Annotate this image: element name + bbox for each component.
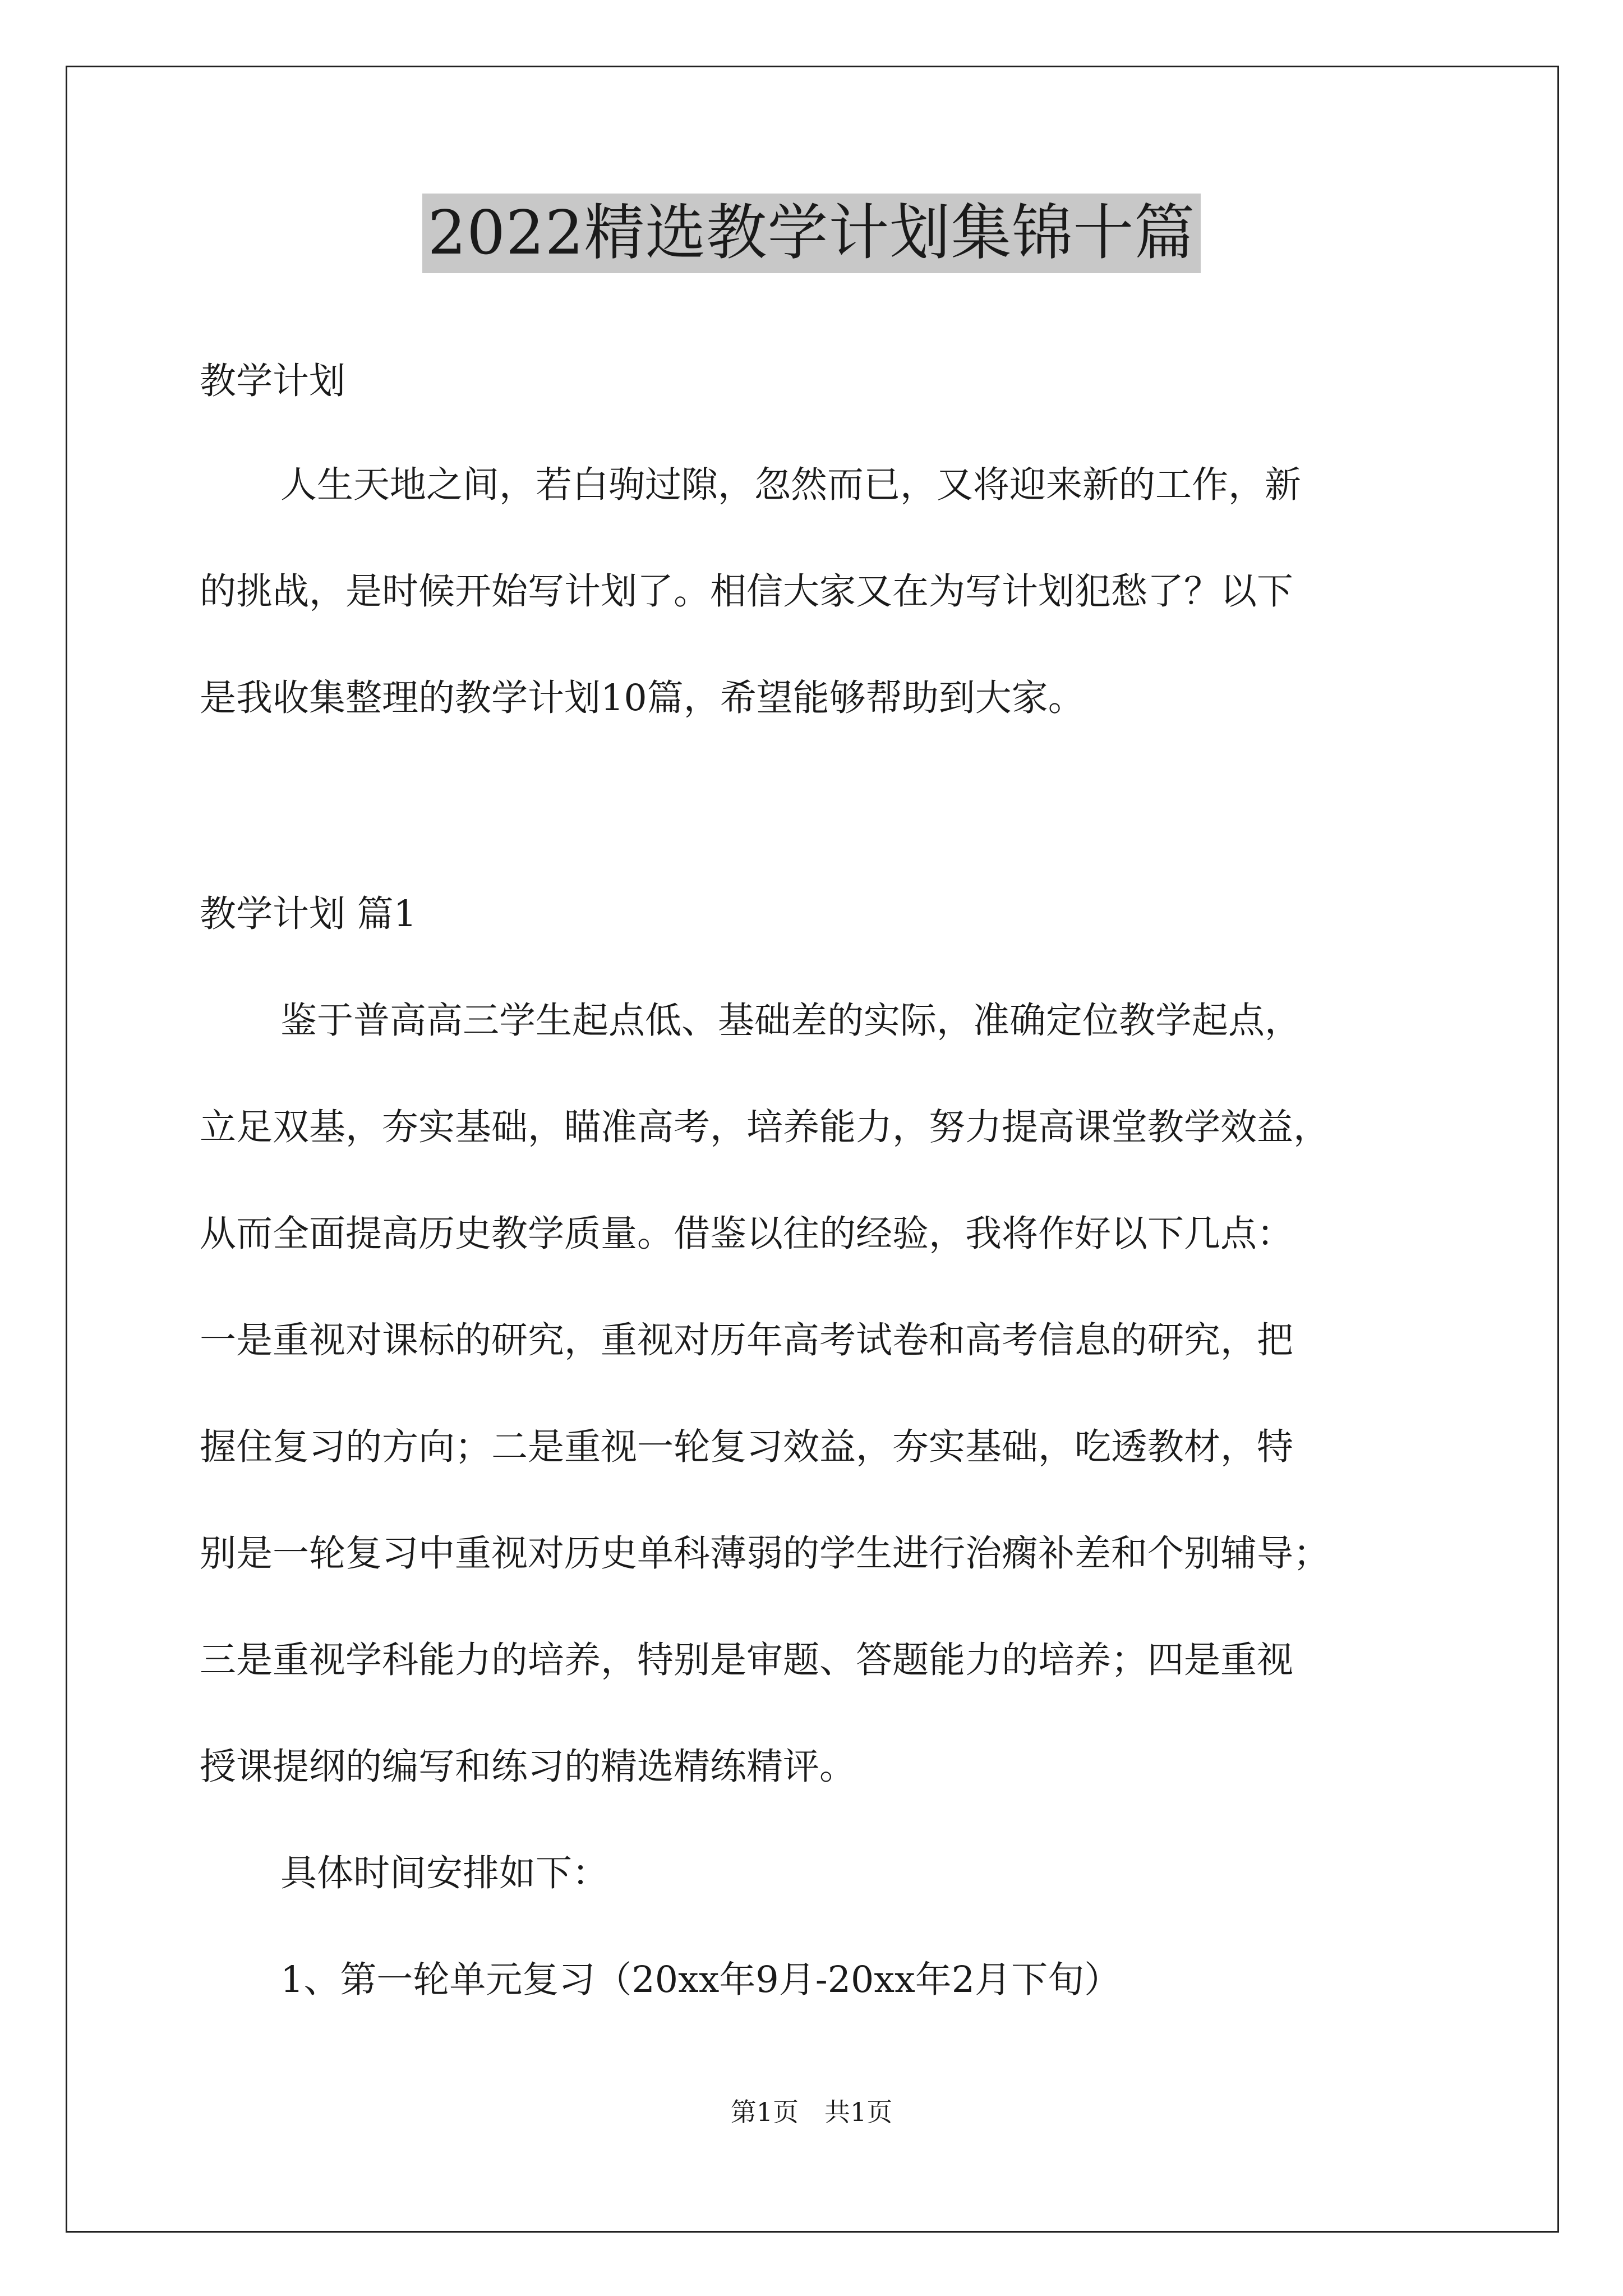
paragraph-line: 具体时间安排如下： <box>280 1852 609 1894</box>
paragraph-line: 从而全面提高历史教学质量。借鉴以往的经验，我将作好以下几点： <box>200 1213 1294 1255</box>
page-footer: 第1页 共1页 <box>730 2097 893 2127</box>
list-item: 1、第一轮单元复习（20xx年9月-20xx年2月下旬） <box>280 1959 1121 2001</box>
paragraph-line: 一是重视对课标的研究，重视对历年高考试卷和高考信息的研究，把 <box>200 1319 1294 1361</box>
document-title: 2022精选教学计划集锦十篇 <box>422 194 1201 273</box>
paragraph-line: 授课提纲的编写和练习的精选精练精评。 <box>200 1746 856 1788</box>
section-heading: 教学计划 篇1 <box>200 893 417 935</box>
paragraph-line: 人生天地之间，若白驹过隙，忽然而已，又将迎来新的工作，新 <box>280 464 1302 506</box>
paragraph-line: 立足双基，夯实基础，瞄准高考，培养能力，努力提高课堂教学效益， <box>200 1106 1330 1148</box>
paragraph-line: 的挑战，是时候开始写计划了。相信大家又在为写计划犯愁了？以下 <box>200 570 1294 613</box>
title-container <box>0 194 1623 273</box>
paragraph-line: 握住复习的方向；二是重视一轮复习效益，夯实基础，吃透教材，特 <box>200 1426 1294 1468</box>
paragraph-line: 是我收集整理的教学计划10篇，希望能够帮助到大家。 <box>200 677 1085 719</box>
paragraph-line: 鉴于普高高三学生起点低、基础差的实际，准确定位教学起点， <box>280 1000 1302 1042</box>
section-heading: 教学计划 <box>200 360 346 402</box>
paragraph-line: 别是一轮复习中重视对历史单科薄弱的学生进行治瘸补差和个别辅导； <box>200 1533 1330 1575</box>
paragraph-line: 三是重视学科能力的培养，特别是审题、答题能力的培养；四是重视 <box>200 1639 1294 1681</box>
